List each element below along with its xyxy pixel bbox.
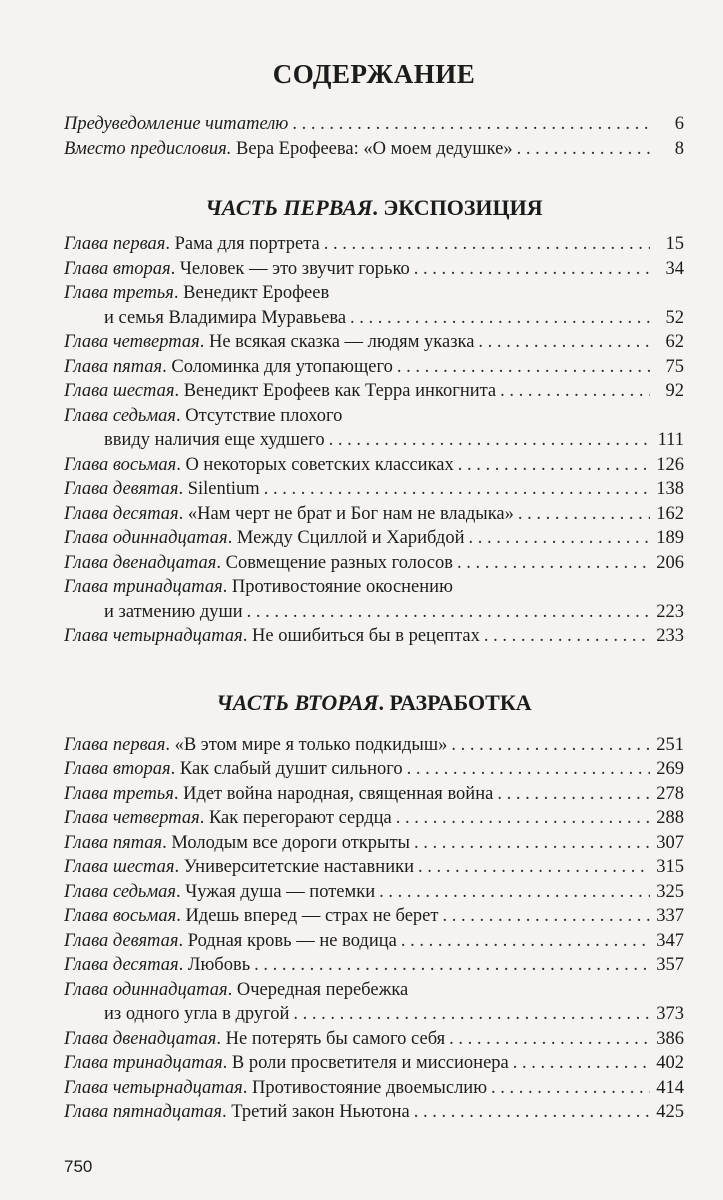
chapter-page: 278 <box>656 783 684 804</box>
leader-dots <box>414 257 650 282</box>
chapter-page: 386 <box>656 1028 684 1049</box>
toc-chapter-entry <box>64 1100 684 1125</box>
leader-dots <box>407 757 650 782</box>
entry-line <box>64 782 684 807</box>
chapter-title: . Не ошибиться бы в рецептах <box>242 626 480 646</box>
chapter-title: . Совмещение разных голосов <box>216 552 453 573</box>
leader-dots <box>329 428 650 453</box>
toc-chapter-entry <box>64 232 684 257</box>
entry-line <box>64 404 684 429</box>
entry-line <box>64 1076 684 1101</box>
table-of-contents <box>64 58 684 1125</box>
chapter-title: . Не потерять бы самого себя <box>216 1028 446 1049</box>
chapter-page: 233 <box>656 626 684 646</box>
entry-line <box>64 831 684 856</box>
chapter-title: . Между Сциллой и Харибдой <box>227 528 465 548</box>
entry-line <box>64 1051 684 1076</box>
entry-line <box>64 757 684 782</box>
intro-list <box>64 112 684 162</box>
entry-continuation-line <box>64 428 684 453</box>
part-two-title <box>64 689 684 717</box>
entry-line <box>64 281 684 306</box>
toc-chapter-entry <box>64 978 684 1027</box>
chapter-page: 34 <box>665 258 684 279</box>
chapter-label: Глава третья <box>64 783 174 804</box>
chapter-page: 425 <box>656 1102 684 1122</box>
chapter-label: Глава девятая <box>64 479 179 499</box>
chapter-label: Глава седьмая <box>64 405 177 426</box>
leader-dots <box>517 137 650 162</box>
toc-chapter-entry <box>64 855 684 880</box>
entry-line <box>64 1027 684 1052</box>
entry-label: Предуведомление читателю <box>64 114 289 134</box>
chapter-page: 269 <box>656 759 684 779</box>
chapter-label: Глава десятая <box>64 503 179 524</box>
chapter-title: . Отсутствие плохого <box>176 405 343 426</box>
toc-chapter-entry <box>64 1051 684 1076</box>
toc-chapter-entry <box>64 880 684 905</box>
leader-dots <box>292 112 650 137</box>
chapter-label: Глава девятая <box>64 930 179 951</box>
chapter-page: 206 <box>656 552 684 573</box>
toc-entry-preface <box>64 137 684 162</box>
toc-chapter-entry <box>64 477 684 502</box>
entry-line <box>64 330 684 355</box>
entry-line <box>64 453 684 478</box>
leader-dots <box>500 379 650 404</box>
entry-line <box>64 502 684 527</box>
toc-chapter-entry <box>64 953 684 978</box>
toc-chapter-entry <box>64 551 684 576</box>
toc-chapter-entry <box>64 624 684 649</box>
chapter-title: . Чужая душа — потемки <box>176 881 376 902</box>
toc-chapter-entry <box>64 502 684 527</box>
toc-entry-foreword-note <box>64 112 684 137</box>
toc-chapter-entry <box>64 831 684 856</box>
chapter-label: Глава одиннадцатая <box>64 979 228 1000</box>
chapter-page: 126 <box>656 454 684 475</box>
chapter-label: Глава седьмая <box>64 881 177 902</box>
toc-chapter-entry <box>64 806 684 831</box>
part-label: ЧАСТЬ ПЕРВАЯ <box>205 195 373 220</box>
leader-dots <box>397 355 650 380</box>
chapter-label: Глава третья <box>64 283 174 303</box>
part-name: . ЭКСПОЗИЦИЯ <box>372 195 543 220</box>
chapter-title: из одного угла в другой <box>104 1004 290 1024</box>
chapter-label: Глава шестая <box>64 857 175 877</box>
chapter-title: . Идет война народная, священная война <box>173 783 494 804</box>
toc-chapter-entry <box>64 1076 684 1101</box>
chapter-label: Глава десятая <box>64 955 179 975</box>
chapter-label: Глава пятнадцатая <box>64 1102 223 1122</box>
chapter-page: 111 <box>657 430 684 450</box>
toc-chapter-entry <box>64 782 684 807</box>
chapter-page: 315 <box>656 857 684 877</box>
entry-line <box>64 953 684 978</box>
part-name: . РАЗРАБОТКА <box>378 689 532 715</box>
chapter-label: Глава первая <box>64 234 166 254</box>
chapter-title: . «В этом мире я только подкидыш» <box>165 734 448 755</box>
page-number: 750 <box>64 1157 93 1176</box>
toc-chapter-entry <box>64 904 684 929</box>
chapter-title: . Родная кровь — не водица <box>178 930 397 951</box>
leader-dots <box>414 1100 650 1125</box>
leader-dots <box>293 1002 650 1027</box>
chapter-page: 337 <box>656 906 684 926</box>
leader-dots <box>247 600 650 625</box>
part-one-chapters <box>64 232 684 649</box>
entry-line <box>64 575 684 600</box>
chapter-title: . О некоторых советских классиках <box>176 454 454 475</box>
chapter-page: 402 <box>656 1053 684 1073</box>
entry-line <box>64 904 684 929</box>
leader-dots <box>457 551 650 576</box>
entry-continuation-line <box>64 306 684 331</box>
chapter-title: . «Нам черт не брат и Бог нам не владыка» <box>178 503 514 524</box>
entry-line <box>64 880 684 905</box>
chapter-page: 62 <box>665 332 684 352</box>
chapter-label: Глава первая <box>64 734 166 755</box>
chapter-page: 251 <box>656 734 684 755</box>
entry-page: 6 <box>674 114 684 134</box>
entry-line <box>64 978 684 1003</box>
entry-text: Вера Ерофеева: «О моем дедушке» <box>231 139 513 159</box>
chapter-page: 223 <box>656 601 684 622</box>
chapter-label: Глава четырнадцатая <box>64 626 243 646</box>
entry-line <box>64 929 684 954</box>
chapter-label: Глава восьмая <box>64 454 177 475</box>
leader-dots <box>379 880 650 905</box>
toc-chapter-entry <box>64 379 684 404</box>
leader-dots <box>418 855 650 880</box>
toc-chapter-entry <box>64 757 684 782</box>
chapter-label: Глава одиннадцатая <box>64 528 228 548</box>
chapter-title: . Идешь вперед — страх не берет <box>176 906 439 926</box>
chapter-page: 307 <box>656 832 684 853</box>
toc-chapter-entry <box>64 929 684 954</box>
chapter-page: 414 <box>656 1077 684 1098</box>
chapter-title: . Венедикт Ерофеев <box>173 283 330 303</box>
chapter-label: Глава четвертая <box>64 808 200 828</box>
toc-title: СОДЕРЖАНИЕ <box>272 59 476 89</box>
entry-line <box>64 379 684 404</box>
part-label: ЧАСТЬ ВТОРАЯ <box>216 689 379 715</box>
part-one-title <box>64 194 684 222</box>
chapter-title: . Венедикт Ерофеев как Терра инкогнита <box>174 381 497 401</box>
toc-chapter-entry <box>64 575 684 624</box>
chapter-label: Глава двенадцатая <box>64 552 217 573</box>
entry-line <box>64 257 684 282</box>
leader-dots <box>469 526 651 551</box>
chapter-page: 15 <box>665 234 684 254</box>
chapter-label: Глава пятая <box>64 832 163 853</box>
entry-continuation-line <box>64 1002 684 1027</box>
entry-line <box>64 551 684 576</box>
leader-dots <box>350 306 650 331</box>
leader-dots <box>449 1027 650 1052</box>
chapter-title: . Противостояние двоемыслию <box>242 1077 488 1098</box>
entry-continuation-line <box>64 600 684 625</box>
chapter-page: 325 <box>656 881 684 902</box>
entry-page: 8 <box>674 139 684 159</box>
chapter-page: 92 <box>665 381 684 401</box>
leader-dots <box>324 232 650 257</box>
chapter-title: . Не всякая сказка — людям указка <box>199 332 475 352</box>
chapter-label: Глава вторая <box>64 258 171 279</box>
chapter-title: ввиду наличия еще худшего <box>104 430 325 450</box>
leader-dots <box>442 904 650 929</box>
leader-dots <box>491 1076 650 1101</box>
chapter-title: . Человек — это звучит горько <box>170 258 410 279</box>
chapter-page: 288 <box>656 808 684 828</box>
chapter-page: 75 <box>665 356 684 377</box>
chapter-title: . Как слабый душит сильного <box>170 759 403 779</box>
toc-chapter-entry <box>64 330 684 355</box>
chapter-page: 347 <box>656 930 684 951</box>
leader-dots <box>396 806 650 831</box>
chapter-title: . Silentium <box>178 479 260 499</box>
part-two-chapters <box>64 733 684 1125</box>
entry-line <box>64 624 684 649</box>
chapter-label: Глава двенадцатая <box>64 1028 217 1049</box>
chapter-label: Глава четырнадцатая <box>64 1077 243 1098</box>
chapter-page: 357 <box>656 955 684 975</box>
chapter-title: . Как перегорают сердца <box>199 808 392 828</box>
toc-chapter-entry <box>64 453 684 478</box>
toc-chapter-entry <box>64 404 684 453</box>
chapter-title: . Любовь <box>178 955 251 975</box>
entry-line <box>64 526 684 551</box>
entry-line <box>64 232 684 257</box>
toc-chapter-entry <box>64 257 684 282</box>
chapter-title: . Рама для портрета <box>165 234 320 254</box>
chapter-title: и затмению души <box>104 601 243 622</box>
leader-dots <box>484 624 650 649</box>
entry-line <box>64 806 684 831</box>
leader-dots <box>401 929 650 954</box>
chapter-title: . Университетские наставники <box>174 857 414 877</box>
entry-line <box>64 355 684 380</box>
chapter-page: 52 <box>665 307 684 328</box>
chapter-title: . Очередная перебежка <box>227 979 409 1000</box>
chapter-label: Глава вторая <box>64 759 171 779</box>
chapter-title: . Третий закон Ньютона <box>222 1102 410 1122</box>
entry-line <box>64 477 684 502</box>
toc-chapter-entry <box>64 1027 684 1052</box>
toc-chapter-entry <box>64 355 684 380</box>
toc-chapter-entry <box>64 281 684 330</box>
chapter-page: 162 <box>656 503 684 524</box>
leader-dots <box>478 330 650 355</box>
chapter-title: . Противостояние окоснению <box>222 577 453 597</box>
entry-line <box>64 855 684 880</box>
chapter-label: Глава четвертая <box>64 332 200 352</box>
leader-dots <box>513 1051 650 1076</box>
entry-line <box>64 733 684 758</box>
leader-dots <box>458 453 650 478</box>
chapter-title: . Молодым все дороги открыты <box>162 832 410 853</box>
leader-dots <box>518 502 650 527</box>
entry-label: Вместо предисловия. <box>64 139 232 159</box>
chapter-title: . Соломинка для утопающего <box>162 356 393 377</box>
entry-line <box>64 1100 684 1125</box>
chapter-page: 373 <box>656 1004 684 1024</box>
chapter-label: Глава восьмая <box>64 906 177 926</box>
leader-dots <box>264 477 650 502</box>
chapter-title: . В роли просветителя и миссионера <box>222 1053 509 1073</box>
chapter-title: и семья Владимира Муравьева <box>104 307 347 328</box>
chapter-page: 138 <box>656 479 684 499</box>
chapter-label: Глава шестая <box>64 381 175 401</box>
leader-dots <box>451 733 650 758</box>
chapter-label: Глава тринадцатая <box>64 1053 223 1073</box>
leader-dots <box>254 953 650 978</box>
chapter-page: 189 <box>656 528 684 548</box>
leader-dots <box>497 782 650 807</box>
toc-chapter-entry <box>64 526 684 551</box>
toc-chapter-entry <box>64 733 684 758</box>
leader-dots <box>414 831 650 856</box>
chapter-label: Глава пятая <box>64 356 163 377</box>
chapter-label: Глава тринадцатая <box>64 577 223 597</box>
